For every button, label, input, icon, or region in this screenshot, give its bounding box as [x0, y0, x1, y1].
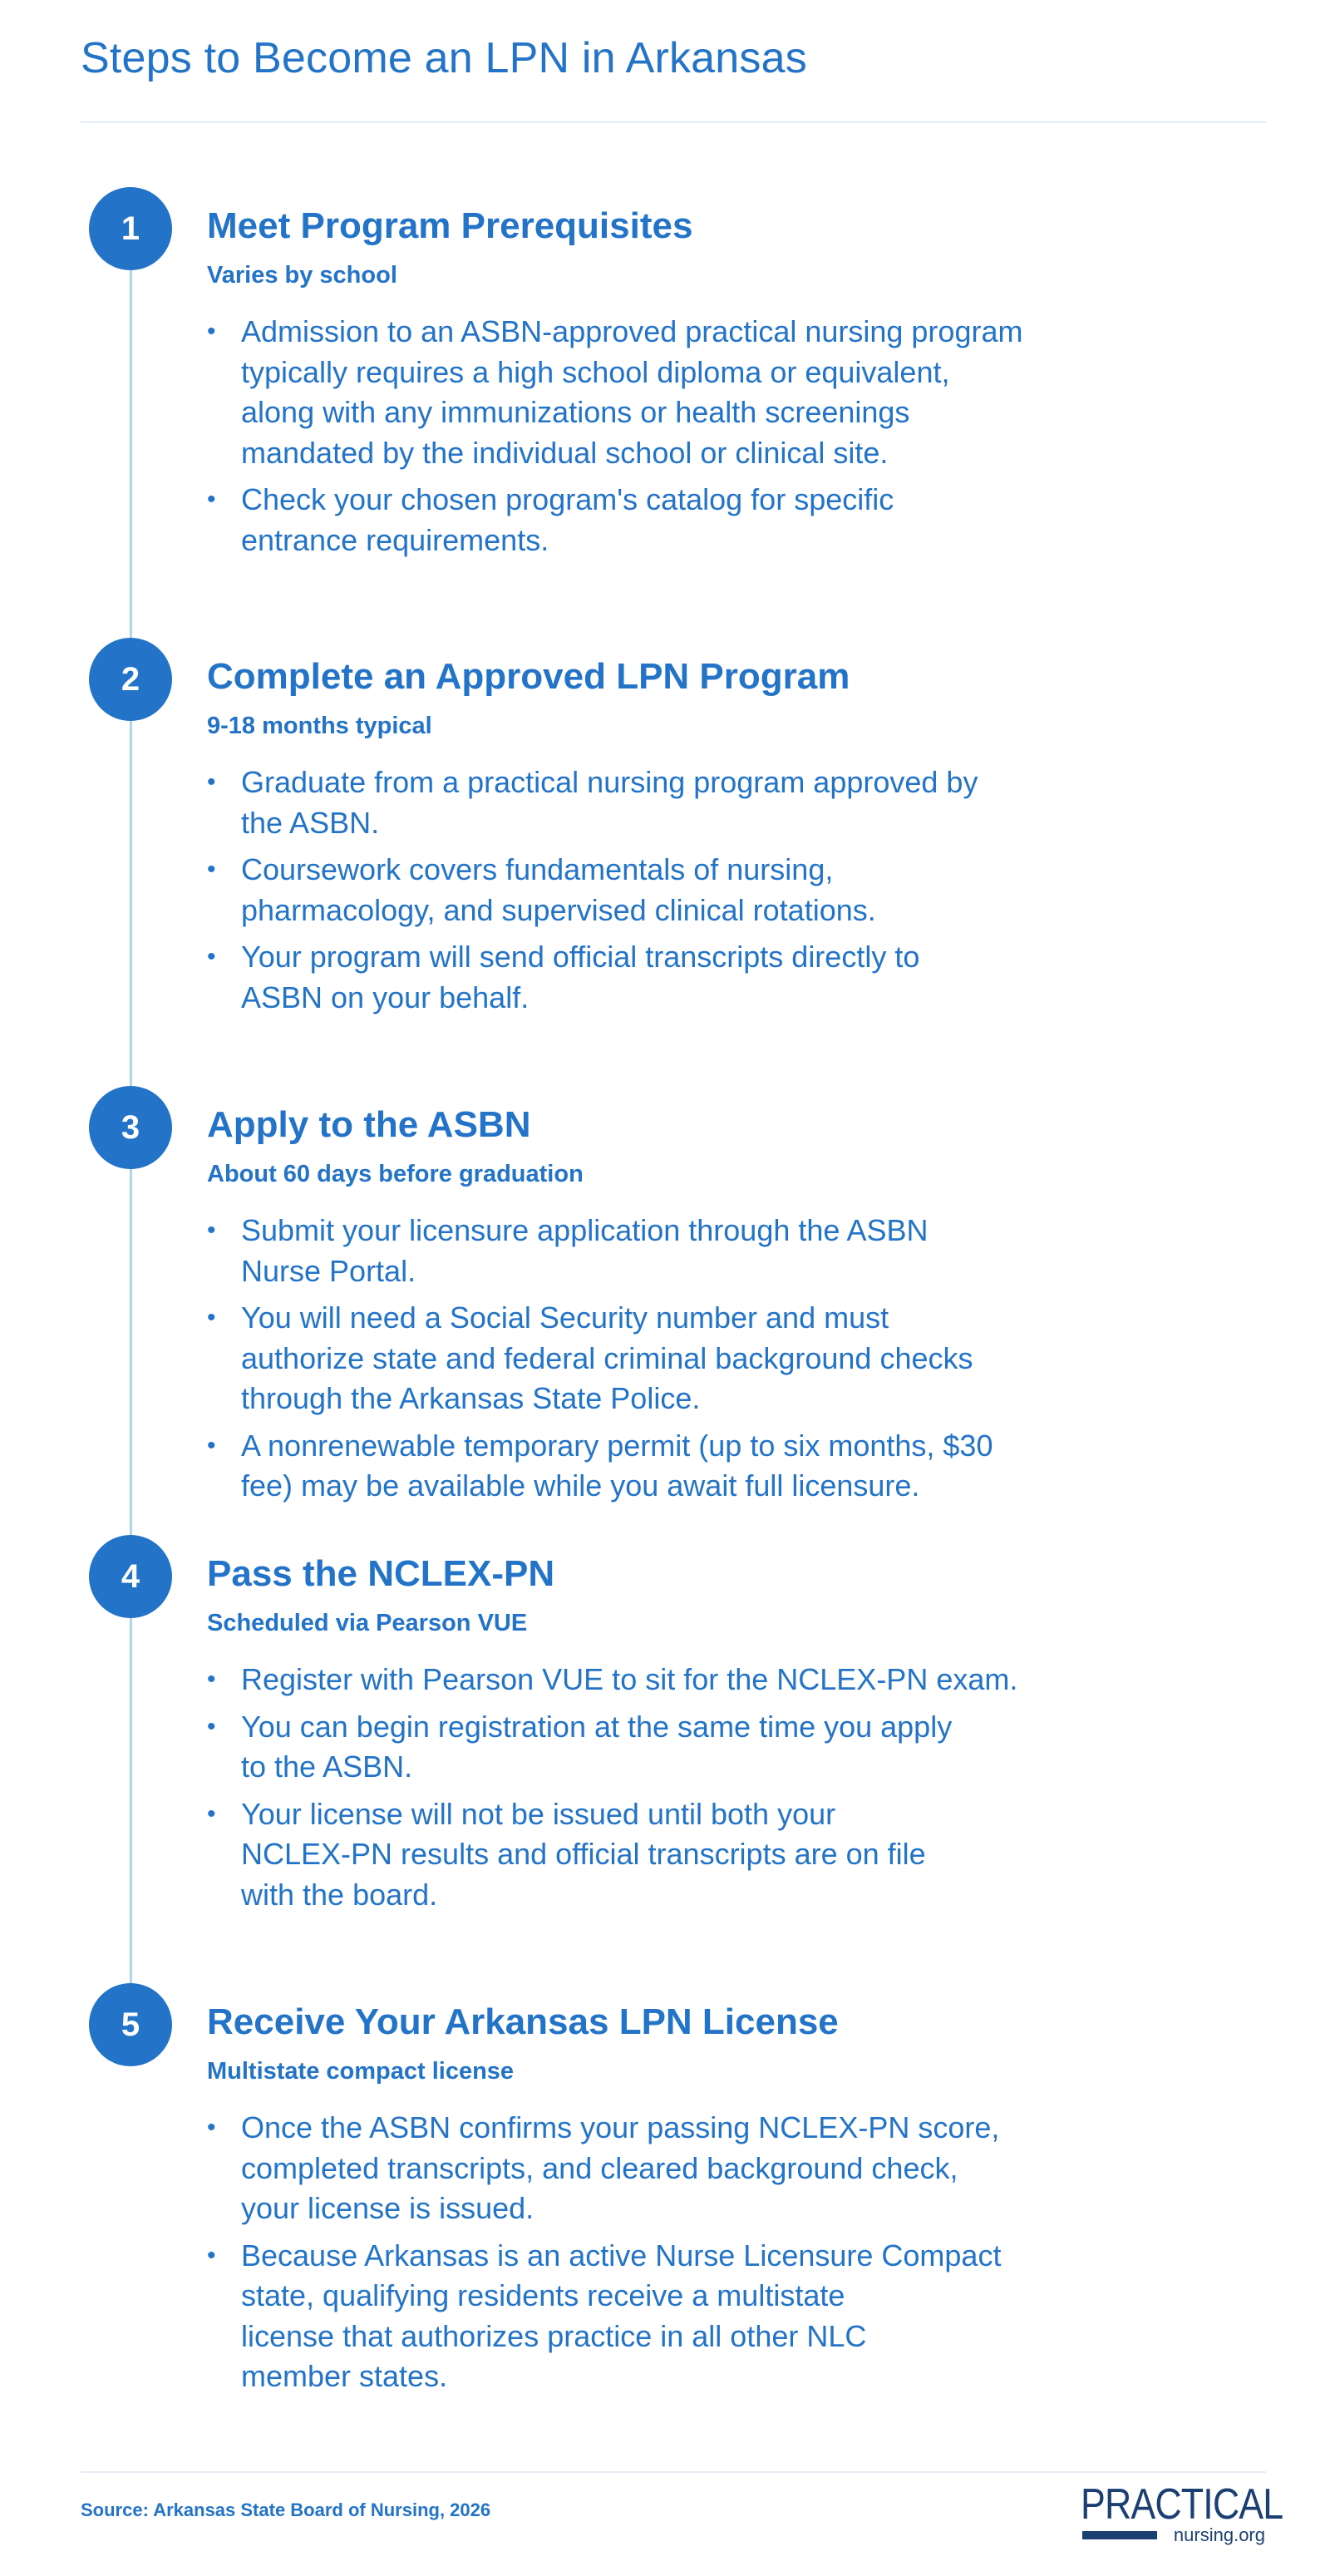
bullet-item [207, 1794, 1121, 1916]
bullet-line: member states. [241, 2359, 448, 2393]
bullet-item [207, 1660, 1121, 1700]
bullet-item [207, 1211, 1121, 1291]
bullet-line: the ASBN. [241, 805, 380, 840]
header-divider [81, 121, 1266, 123]
bullet-line: fee) may be available while you await full licensure. [241, 1468, 920, 1503]
step-subtitle: About 60 days before graduation [207, 1161, 584, 1187]
bullet-line: entrance requirements. [241, 522, 549, 557]
step-subtitle: Varies by school [207, 262, 397, 289]
step-subtitle: Scheduled via Pearson VUE [207, 1610, 528, 1636]
bullet-line: • Coursework covers fundamentals of nursing, [241, 852, 834, 886]
bullet-item [207, 480, 1121, 560]
bullet-line: • Register with Pearson VUE to sit for the NCLEX-PN exam. [241, 1662, 1018, 1696]
logo-wordmark: PRACTICAL [1081, 2480, 1283, 2529]
bullet-line: typically requires a high school diploma or equivalent, [241, 354, 950, 389]
bullet-line: authorize state and federal criminal background checks [241, 1340, 973, 1375]
bullet-line: • Admission to an ASBN-approved practical nursing program [241, 314, 1023, 348]
logo-domain: nursing.org [1173, 2524, 1265, 2545]
step-number-badge: 4 [89, 1535, 172, 1618]
step-bullet-list [207, 2108, 1121, 2404]
bullet-line: Nurse Portal. [241, 1253, 416, 1288]
page-title: Steps to Become an LPN in Arkansas [81, 34, 807, 82]
bullet-line: • A nonrenewable temporary permit (up to six months, $30 [241, 1428, 993, 1463]
step-bullet-list [207, 1211, 1121, 1513]
bullet-item [207, 1707, 1121, 1788]
bullet-line: • Your license will not be issued until both your [241, 1796, 836, 1831]
bullet-line: • Because Arkansas is an active Nurse Licensure Compact [241, 2238, 1002, 2273]
bullet-line: • You can begin registration at the same time you apply [241, 1709, 953, 1744]
bullet-line: along with any immunizations or health screenings [241, 395, 910, 429]
bullet-line: mandated by the individual school or clinical site. [241, 435, 889, 470]
footer-divider [81, 2471, 1266, 2473]
step-title: Receive Your Arkansas LPN License [207, 2001, 839, 2042]
bullet-line: • Check your chosen program's catalog for specific [241, 482, 894, 516]
bullet-line: your license is issued. [241, 2191, 534, 2225]
bullet-item [207, 2108, 1121, 2229]
bullet-line: completed transcripts, and cleared background check, [241, 2150, 958, 2185]
source-citation: Source: Arkansas State Board of Nursing, 2026 [81, 2500, 491, 2520]
step-number-badge: 1 [89, 187, 172, 270]
bullet-line: state, qualifying residents receive a multistate [241, 2278, 845, 2312]
bullet-item [207, 937, 1121, 1018]
bullet-item [207, 312, 1121, 473]
bullet-line: pharmacology, and supervised clinical rotations. [241, 892, 876, 927]
step-number-badge: 3 [89, 1086, 172, 1169]
bullet-line: to the ASBN. [241, 1749, 413, 1784]
logo-bar [1082, 2531, 1157, 2539]
bullet-line: • Your program will send official transcripts directly to [241, 940, 920, 974]
bullet-line: • You will need a Social Security number and must [241, 1300, 889, 1335]
step-title: Complete an Approved LPN Program [207, 656, 850, 697]
bullet-line: ASBN on your behalf. [241, 980, 530, 1014]
bullet-line: with the board. [241, 1877, 438, 1912]
step-bullet-list [207, 1660, 1121, 1922]
step-number-badge: 2 [89, 638, 172, 721]
bullet-line: • Once the ASBN confirms your passing NCLEX-PN score, [241, 2110, 1000, 2144]
bullet-line: through the Arkansas State Police. [241, 1381, 701, 1415]
bullet-item [207, 1298, 1121, 1419]
step-bullet-list [207, 762, 1121, 1024]
step-bullet-list [207, 312, 1121, 567]
practical-nursing-logo[interactable] [1081, 2480, 1283, 2549]
bullet-item [207, 1426, 1121, 1507]
step-number-badge: 5 [89, 1983, 172, 2066]
bullet-item [207, 762, 1121, 843]
bullet-item [207, 2236, 1121, 2397]
step-title: Apply to the ASBN [207, 1104, 531, 1145]
step-subtitle: Multistate compact license [207, 2058, 515, 2085]
bullet-line: license that authorizes practice in all other NLC [241, 2318, 867, 2353]
bullet-line: • Submit your licensure application through the ASBN [241, 1213, 929, 1247]
bullet-item [207, 850, 1121, 930]
step-title: Pass the NCLEX-PN [207, 1553, 555, 1594]
step-title: Meet Program Prerequisites [207, 205, 693, 246]
step-subtitle: 9-18 months typical [207, 713, 432, 739]
bullet-line: • Graduate from a practical nursing program approved by [241, 765, 978, 799]
bullet-line: NCLEX-PN results and official transcripts are on file [241, 1837, 926, 1871]
